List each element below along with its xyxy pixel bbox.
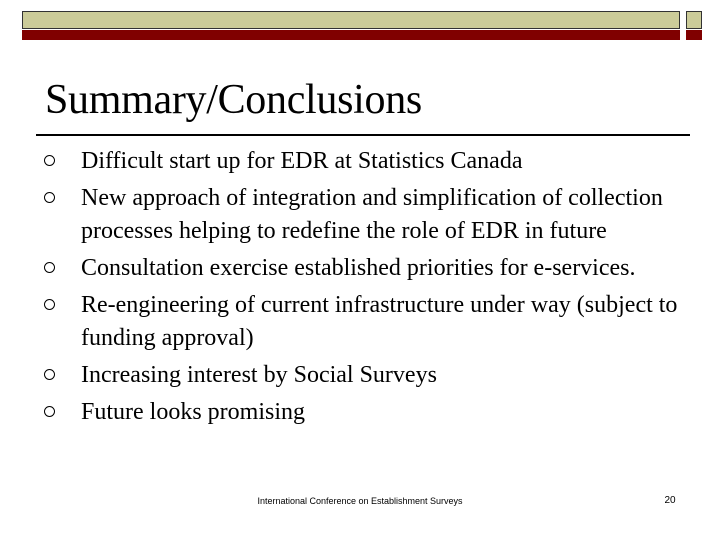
hollow-circle-icon: [44, 155, 55, 166]
footer-conference-name: International Conference on Establishment Surveys: [257, 496, 463, 506]
bullet-text: Future looks promising: [81, 399, 306, 425]
bullet-item: [44, 182, 694, 248]
bullet-text: Increasing interest by Social Surveys: [81, 362, 437, 388]
hollow-circle-icon: [44, 262, 55, 273]
slide-title: Summary/Conclusions: [45, 77, 422, 123]
header-band: [22, 11, 680, 29]
bullet-list: [44, 145, 694, 433]
bullet-text: Re-engineering of current infrastructure under way (subject to funding approval): [81, 292, 678, 351]
bullet-text: Consultation exercise established priorities for e-services.: [81, 255, 636, 281]
page-number: 20: [664, 495, 676, 506]
hollow-circle-icon: [44, 299, 55, 310]
bullet-item: [44, 252, 694, 285]
bullet-text: Difficult start up for EDR at Statistics Canada: [81, 148, 523, 174]
header-corner-box: [686, 11, 702, 29]
hollow-circle-icon: [44, 192, 55, 203]
bullet-item: [44, 396, 694, 429]
bullet-text: New approach of integration and simplification of collection processes helping to redefine the role of EDR in future: [81, 185, 663, 244]
hollow-circle-icon: [44, 406, 55, 417]
bullet-item: [44, 145, 694, 178]
hollow-circle-icon: [44, 369, 55, 380]
bullet-item: [44, 289, 694, 355]
title-divider: [36, 134, 690, 136]
bullet-item: [44, 359, 694, 392]
